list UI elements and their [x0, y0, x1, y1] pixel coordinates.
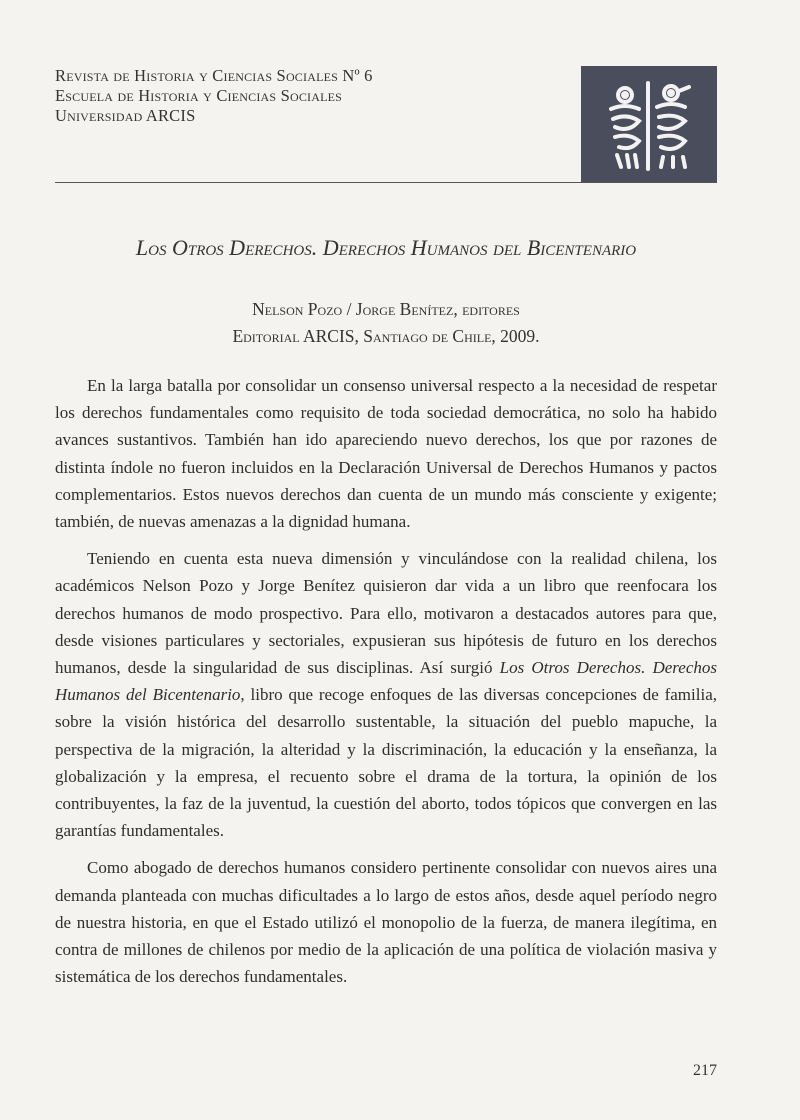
- journal-name: Revista de Historia y Ciencias Sociales Nº 6: [55, 66, 373, 85]
- paragraph-2-text-a: Teniendo en cuenta esta nueva dimensión y vinculándose con la realidad chilena, los académicos Nelson Pozo y Jorge Benítez quisieron dar vida a un libro que reenfocara los derechos humanos de modo prospectivo. Para ello, motivaron a destacados autores para que, desde visiones particulares y sectoriales, expusieran sus hipótesis de futuro en los derechos humanos, desde la singularidad de sus disciplinas. Así surgió: [55, 549, 717, 678]
- review-publisher: Editorial ARCIS, Santiago de Chile, 2009.: [232, 326, 540, 346]
- paragraph-3: Como abogado de derechos humanos considero pertinente consolidar con nuevos aires una demanda planteada con muchas dificultades a lo largo de estos años, desde aquel período negro de nuestra historia, en que el Estado utilizó el monopolio de la fuerza, de manera ilegítima, en contra de millones de chilenos por medio de la aplicación de una política de violación masiva y sistemática de los derechos fundamentales.: [55, 858, 717, 987]
- review-title: Los Otros Derechos. Derechos Humanos del Bicentenario: [135, 235, 637, 260]
- review-body: [55, 372, 717, 1000]
- arcis-logo: [581, 66, 717, 183]
- arcis-logo-icon: [599, 75, 699, 175]
- review-credits: [55, 296, 717, 350]
- running-header: [55, 66, 535, 126]
- school-name: Escuela de Historia y Ciencias Sociales: [55, 86, 343, 105]
- review-editors: Nelson Pozo / Jorge Benítez, editores: [252, 299, 520, 319]
- paragraph-2-book-title: Los Otros Derechos. Derechos Humanos del Bicentenario: [55, 658, 718, 705]
- university-name: Universidad ARCIS: [55, 106, 196, 125]
- paragraph-1: En la larga batalla por consolidar un consenso universal respecto a la necesidad de respetar los derechos fundamentales como requisito de toda sociedad democrática, no solo ha habido avances sustantivos. También han ido apareciendo nuevo derechos, los que por razones de distinta índole no fueron incluidos en la Declaración Universal de Derechos Humanos y pactos complementarios. Estos nuevos derechos dan cuenta de un mundo más consciente y exigente; también, de nuevas amenazas a la dignidad humana.: [55, 376, 717, 532]
- paragraph-2: [55, 545, 717, 844]
- page-number: 217: [693, 1062, 717, 1079]
- header-rule: [55, 182, 717, 183]
- paragraph-2-text-b: , libro que recoge enfoques de las diversas concepciones de familia, sobre la visión histórica del desarrollo sustentable, la situación del pueblo mapuche, la perspectiva de la migración, la alteridad y la discriminación, la educación y la enseñanza, la globalización y la empresa, el recuento sobre el drama de la tortura, la opinión de los contribuyentes, la faz de la juventud, la cuestión del aborto, todos tópicos que convergen en las garantías fundamentales.: [55, 685, 717, 841]
